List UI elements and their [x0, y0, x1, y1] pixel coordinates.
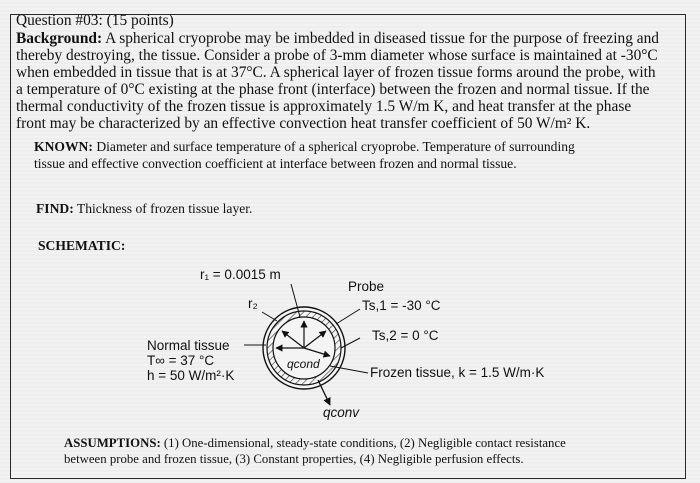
- find-label: FIND:: [36, 201, 74, 216]
- q-cond-label: qcond: [287, 357, 320, 371]
- assumptions-text-1: (1) One-dimensional, steady-state conditions, (2) Negligible contact resistance: [163, 436, 566, 450]
- h-label: h = 50 W/m²·K: [147, 368, 235, 383]
- q-conv-label: qconv: [323, 405, 360, 420]
- probe-label: Probe: [348, 279, 385, 294]
- normal-tissue-label: Normal tissue: [147, 338, 230, 353]
- assumptions-label: ASSUMPTIONS:: [64, 436, 161, 450]
- question-line-3: when embedded in tissue that is at 37°C. A spherical layer of frozen tissue forms around the probe, with: [16, 64, 656, 81]
- t-inf-label: T∞ = 37 °C: [147, 353, 215, 368]
- assumptions-text-2: between probe and frozen tissue, (3) Constant properties, (4) Negligible perfusion effects.: [64, 452, 524, 466]
- question-title: Question #03: (15 points): [16, 12, 174, 29]
- question-line-4: a temperature of 0°C existing at the phase front (interface) between the frozen and normal tissue. If the: [16, 81, 650, 98]
- known-label: KNOWN:: [34, 139, 93, 154]
- r1-label: r₁ = 0.0015 m: [200, 267, 281, 282]
- find-text: Thickness of frozen tissue layer.: [76, 201, 253, 216]
- assumptions-line-1: [64, 436, 566, 451]
- ts1-label: Ts,1 = -30 °C: [362, 298, 441, 313]
- schematic-label: SCHEMATIC:: [38, 238, 126, 253]
- ts2-label: Ts,2 = 0 °C: [372, 328, 439, 343]
- known-text-1: Diameter and surface temperature of a spherical cryoprobe. Temperature of surrounding: [96, 139, 575, 154]
- background-label: Background:: [16, 30, 103, 47]
- question-line-6: front may be characterized by an effective convection heat transfer coefficient of 50 W/m² K.: [16, 115, 591, 132]
- known-text-2: tissue and effective convection coefficient at interface between frozen and normal tissue.: [34, 156, 517, 171]
- question-line-1: A spherical cryoprobe may be imbedded in diseased tissue for the purpose of freezing and: [105, 30, 659, 47]
- frozen-tissue-label: Frozen tissue, k = 1.5 W/m·K: [370, 365, 545, 380]
- question-line-2: thereby destroying, the tissue. Consider a probe of 3-mm diameter whose surface is maintained at -30°C: [16, 47, 658, 64]
- question-line-5: thermal conductivity of the frozen tissue is approximately 1.5 W/m K, and heat transfer at the phase: [16, 98, 632, 115]
- r2-label: r₂: [248, 296, 258, 311]
